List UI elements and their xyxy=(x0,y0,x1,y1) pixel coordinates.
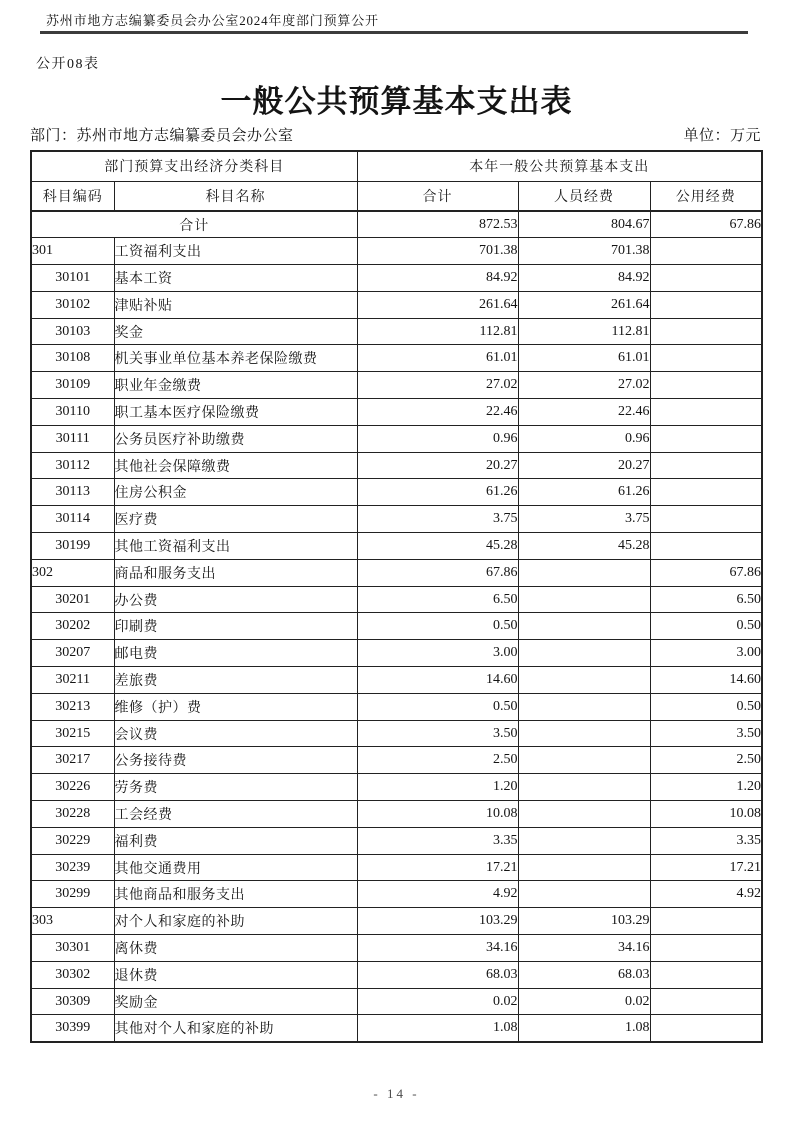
cell-name: 基本工资 xyxy=(114,265,357,292)
cell-personnel xyxy=(518,854,650,881)
column-header-total: 合计 xyxy=(357,181,518,211)
cell-total: 17.21 xyxy=(357,854,518,881)
cell-total: 0.96 xyxy=(357,425,518,452)
cell-public: 3.50 xyxy=(650,720,762,747)
budget-table-header xyxy=(31,151,762,211)
cell-name: 退休费 xyxy=(114,961,357,988)
cell-name: 津贴补贴 xyxy=(114,291,357,318)
cell-code: 30112 xyxy=(31,452,114,479)
cell-public xyxy=(650,318,762,345)
cell-personnel: 0.96 xyxy=(518,425,650,452)
cell-total: 22.46 xyxy=(357,399,518,426)
cell-total: 261.64 xyxy=(357,291,518,318)
cell-name: 奖励金 xyxy=(114,988,357,1015)
cell-total: 84.92 xyxy=(357,265,518,292)
cell-public xyxy=(650,345,762,372)
cell-public xyxy=(650,988,762,1015)
cell-name: 其他对个人和家庭的补助 xyxy=(114,1015,357,1042)
cell-public xyxy=(650,425,762,452)
cell-personnel xyxy=(518,640,650,667)
cell-personnel xyxy=(518,747,650,774)
cell-code: 301 xyxy=(31,238,114,265)
cell-public: 3.35 xyxy=(650,827,762,854)
cell-total: 1.08 xyxy=(357,1015,518,1042)
cell-personnel xyxy=(518,774,650,801)
table-label: 公开08表 xyxy=(36,57,100,72)
cell-personnel: 84.92 xyxy=(518,265,650,292)
cell-total: 872.53 xyxy=(357,211,518,238)
cell-personnel xyxy=(518,613,650,640)
cell-public xyxy=(650,908,762,935)
cell-total: 3.75 xyxy=(357,506,518,533)
cell-code: 30309 xyxy=(31,988,114,1015)
document-header-note: 苏州市地方志编纂委员会办公室2024年度部门预算公开 xyxy=(46,13,379,28)
cell-public: 2.50 xyxy=(650,747,762,774)
page-number: - 14 - xyxy=(373,1086,420,1101)
meta-row xyxy=(30,124,761,145)
cell-personnel: 261.64 xyxy=(518,291,650,318)
header-group-economic-classification: 部门预算支出经济分类科目 xyxy=(31,151,357,181)
cell-personnel: 1.08 xyxy=(518,1015,650,1042)
cell-total: 3.35 xyxy=(357,827,518,854)
cell-name: 公务员医疗补助缴费 xyxy=(114,425,357,452)
table-row xyxy=(31,479,762,506)
table-row xyxy=(31,827,762,854)
cell-personnel xyxy=(518,881,650,908)
cell-code: 30228 xyxy=(31,801,114,828)
table-row xyxy=(31,961,762,988)
cell-public: 6.50 xyxy=(650,586,762,613)
table-row xyxy=(31,720,762,747)
table-row xyxy=(31,774,762,801)
table-row xyxy=(31,265,762,292)
cell-public: 67.86 xyxy=(650,559,762,586)
cell-total: 34.16 xyxy=(357,935,518,962)
cell-public: 0.50 xyxy=(650,693,762,720)
table-row xyxy=(31,345,762,372)
header-group-current-year-basic-expenditure: 本年一般公共预算基本支出 xyxy=(357,151,762,181)
table-row xyxy=(31,908,762,935)
cell-name: 差旅费 xyxy=(114,667,357,694)
cell-name: 办公费 xyxy=(114,586,357,613)
cell-name: 商品和服务支出 xyxy=(114,559,357,586)
cell-personnel xyxy=(518,801,650,828)
table-row xyxy=(31,586,762,613)
table-row xyxy=(31,935,762,962)
cell-public: 14.60 xyxy=(650,667,762,694)
header-group-row xyxy=(31,151,762,181)
cell-personnel: 27.02 xyxy=(518,372,650,399)
cell-name: 奖金 xyxy=(114,318,357,345)
cell-personnel xyxy=(518,827,650,854)
table-row xyxy=(31,613,762,640)
page-title: 一般公共预算基本支出表 xyxy=(220,84,573,119)
cell-total: 0.50 xyxy=(357,613,518,640)
cell-name: 机关事业单位基本养老保险缴费 xyxy=(114,345,357,372)
cell-code: 30399 xyxy=(31,1015,114,1042)
cell-total: 45.28 xyxy=(357,533,518,560)
unit-label: 单位：万元 xyxy=(683,128,761,144)
column-header-personnel: 人员经费 xyxy=(518,181,650,211)
cell-code: 30109 xyxy=(31,372,114,399)
cell-name: 其他交通费用 xyxy=(114,854,357,881)
cell-code: 30101 xyxy=(31,265,114,292)
cell-personnel xyxy=(518,667,650,694)
cell-name: 其他工资福利支出 xyxy=(114,533,357,560)
cell-public xyxy=(650,935,762,962)
cell-total: 10.08 xyxy=(357,801,518,828)
cell-public: 3.00 xyxy=(650,640,762,667)
cell-name: 医疗费 xyxy=(114,506,357,533)
cell-code: 30229 xyxy=(31,827,114,854)
cell-code: 30103 xyxy=(31,318,114,345)
cell-total: 701.38 xyxy=(357,238,518,265)
cell-total: 61.26 xyxy=(357,479,518,506)
cell-personnel xyxy=(518,586,650,613)
cell-name: 公务接待费 xyxy=(114,747,357,774)
cell-total: 20.27 xyxy=(357,452,518,479)
cell-name: 其他社会保障缴费 xyxy=(114,452,357,479)
table-row xyxy=(31,425,762,452)
cell-name: 其他商品和服务支出 xyxy=(114,881,357,908)
cell-code: 30302 xyxy=(31,961,114,988)
cell-code: 30114 xyxy=(31,506,114,533)
cell-total: 0.02 xyxy=(357,988,518,1015)
cell-personnel xyxy=(518,559,650,586)
cell-code: 30213 xyxy=(31,693,114,720)
cell-personnel: 701.38 xyxy=(518,238,650,265)
cell-public: 4.92 xyxy=(650,881,762,908)
cell-personnel xyxy=(518,693,650,720)
cell-total: 1.20 xyxy=(357,774,518,801)
cell-public xyxy=(650,265,762,292)
cell-public xyxy=(650,533,762,560)
cell-name: 工资福利支出 xyxy=(114,238,357,265)
cell-code: 30207 xyxy=(31,640,114,667)
table-row xyxy=(31,640,762,667)
cell-total: 61.01 xyxy=(357,345,518,372)
column-header-code: 科目编码 xyxy=(31,181,114,211)
cell-code: 30102 xyxy=(31,291,114,318)
cell-public xyxy=(650,372,762,399)
header-rule xyxy=(40,31,748,34)
table-row xyxy=(31,747,762,774)
table-row xyxy=(31,452,762,479)
department-label: 部门：苏州市地方志编纂委员会办公室 xyxy=(30,128,294,144)
cell-name: 工会经费 xyxy=(114,801,357,828)
cell-total: 27.02 xyxy=(357,372,518,399)
cell-public xyxy=(650,238,762,265)
cell-total: 67.86 xyxy=(357,559,518,586)
table-row xyxy=(31,291,762,318)
cell-personnel: 61.26 xyxy=(518,479,650,506)
table-row xyxy=(31,881,762,908)
cell-total: 112.81 xyxy=(357,318,518,345)
header-columns-row xyxy=(31,181,762,211)
cell-total: 3.00 xyxy=(357,640,518,667)
cell-total: 14.60 xyxy=(357,667,518,694)
cell-personnel: 112.81 xyxy=(518,318,650,345)
cell-total: 0.50 xyxy=(357,693,518,720)
cell-personnel: 3.75 xyxy=(518,506,650,533)
table-row xyxy=(31,238,762,265)
cell-name: 会议费 xyxy=(114,720,357,747)
cell-personnel: 22.46 xyxy=(518,399,650,426)
table-row xyxy=(31,667,762,694)
cell-personnel: 804.67 xyxy=(518,211,650,238)
table-row xyxy=(31,533,762,560)
cell-code: 30110 xyxy=(31,399,114,426)
cell-code: 302 xyxy=(31,559,114,586)
cell-name: 邮电费 xyxy=(114,640,357,667)
cell-code: 30215 xyxy=(31,720,114,747)
table-row xyxy=(31,988,762,1015)
cell-code: 30301 xyxy=(31,935,114,962)
cell-public: 17.21 xyxy=(650,854,762,881)
cell-name: 维修（护）费 xyxy=(114,693,357,720)
column-header-public: 公用经费 xyxy=(650,181,762,211)
cell-code: 30199 xyxy=(31,533,114,560)
cell-total: 103.29 xyxy=(357,908,518,935)
cell-code: 30201 xyxy=(31,586,114,613)
cell-personnel: 45.28 xyxy=(518,533,650,560)
budget-table xyxy=(30,150,763,1043)
cell-total: 4.92 xyxy=(357,881,518,908)
cell-personnel: 34.16 xyxy=(518,935,650,962)
table-row xyxy=(31,506,762,533)
cell-name: 离休费 xyxy=(114,935,357,962)
cell-public xyxy=(650,452,762,479)
cell-total: 68.03 xyxy=(357,961,518,988)
cell-public: 0.50 xyxy=(650,613,762,640)
table-row xyxy=(31,693,762,720)
table-row xyxy=(31,854,762,881)
cell-personnel: 0.02 xyxy=(518,988,650,1015)
cell-name: 印刷费 xyxy=(114,613,357,640)
cell-public xyxy=(650,291,762,318)
cell-personnel: 20.27 xyxy=(518,452,650,479)
cell-public xyxy=(650,1015,762,1042)
cell-name: 劳务费 xyxy=(114,774,357,801)
cell-grand-total-label: 合计 xyxy=(31,211,357,238)
cell-code: 30226 xyxy=(31,774,114,801)
cell-public xyxy=(650,479,762,506)
cell-public xyxy=(650,506,762,533)
cell-personnel: 68.03 xyxy=(518,961,650,988)
cell-public: 10.08 xyxy=(650,801,762,828)
cell-total: 3.50 xyxy=(357,720,518,747)
cell-name: 职业年金缴费 xyxy=(114,372,357,399)
cell-name: 住房公积金 xyxy=(114,479,357,506)
cell-code: 30113 xyxy=(31,479,114,506)
cell-name: 对个人和家庭的补助 xyxy=(114,908,357,935)
cell-code: 30239 xyxy=(31,854,114,881)
cell-total: 6.50 xyxy=(357,586,518,613)
cell-public: 67.86 xyxy=(650,211,762,238)
table-row xyxy=(31,559,762,586)
cell-code: 30108 xyxy=(31,345,114,372)
cell-personnel xyxy=(518,720,650,747)
cell-code: 30211 xyxy=(31,667,114,694)
cell-name: 福利费 xyxy=(114,827,357,854)
cell-code: 303 xyxy=(31,908,114,935)
budget-table-body xyxy=(31,211,762,1042)
cell-total: 2.50 xyxy=(357,747,518,774)
table-row xyxy=(31,318,762,345)
table-row xyxy=(31,399,762,426)
cell-code: 30111 xyxy=(31,425,114,452)
cell-public: 1.20 xyxy=(650,774,762,801)
cell-code: 30202 xyxy=(31,613,114,640)
column-header-name: 科目名称 xyxy=(114,181,357,211)
cell-personnel: 103.29 xyxy=(518,908,650,935)
cell-code: 30299 xyxy=(31,881,114,908)
cell-code: 30217 xyxy=(31,747,114,774)
cell-public xyxy=(650,399,762,426)
table-row xyxy=(31,211,762,238)
cell-name: 职工基本医疗保险缴费 xyxy=(114,399,357,426)
table-row xyxy=(31,372,762,399)
cell-public xyxy=(650,961,762,988)
table-row xyxy=(31,801,762,828)
cell-personnel: 61.01 xyxy=(518,345,650,372)
table-row xyxy=(31,1015,762,1042)
